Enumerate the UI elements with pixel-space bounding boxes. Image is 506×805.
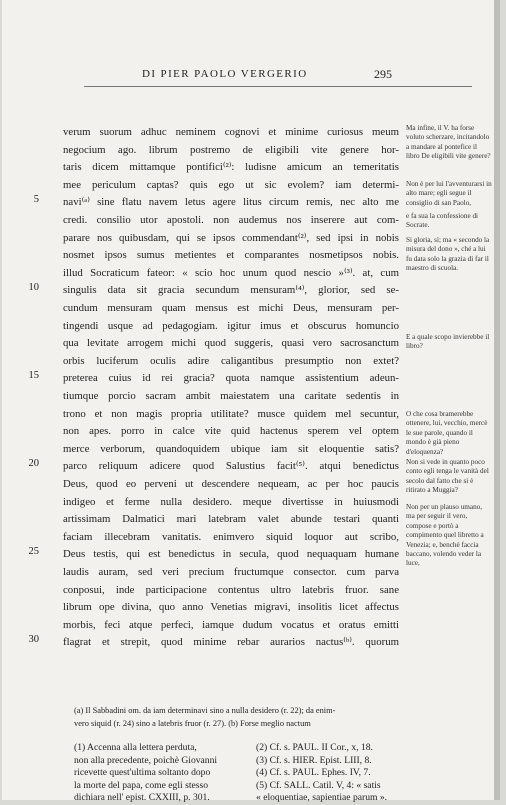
- running-title: DI PIER PAOLO VERGERIO: [142, 68, 308, 80]
- critical-apparatus: [74, 705, 414, 730]
- text-line: nosmet ipsos sumus metientes et comparantes nosmetipsos nobis.: [63, 249, 399, 262]
- line-number: 20: [28, 458, 39, 470]
- sidenote: e fa sua la confessione di Socrate.: [406, 212, 479, 230]
- footnotes-left: [74, 742, 217, 805]
- text-line: artissimam Dalmatici mari latebram valet abunde testari quanti: [63, 513, 399, 526]
- line-number: 10: [28, 282, 39, 294]
- text-line: mee periculum captas? quis ego ut sic evolem? iam determi-: [63, 178, 399, 191]
- footnote-line: dichiara nell' epist. CXXIII, p. 301.: [74, 792, 210, 804]
- text-line: Deus testis, qui est benedictus in secula, quod nequaquam humane: [63, 548, 399, 561]
- page-edge-shadow: [494, 0, 500, 800]
- apparatus-line: vero siquid (r. 24) sino a latebris fruor (r. 27). (b) Forse meglio nactum: [74, 718, 311, 728]
- line-number: 5: [33, 194, 39, 206]
- sidenote: Non si vede in quanto poco conto egli tenga le vanità del secolo dal fatto che si è ritirato a Muggia?: [406, 458, 489, 495]
- text-line: credi. consilio utor apostoli. non audemus nos inserere aut com-: [63, 214, 399, 226]
- text-line: navi⁽ᵃ⁾ sine flatu navem letus agere litus circum remis, nec alto me: [63, 196, 399, 209]
- sidenote: Non è per lui l'avventurarsi in alto mare; egli segue il consiglio di san Paolo,: [406, 180, 492, 207]
- footnote-line: (1) Accenna alla lettera perduta,: [74, 742, 197, 753]
- footnote-line: ricevette quest'ultima soltanto dopo: [74, 767, 211, 779]
- page-number: 295: [374, 67, 392, 81]
- text-line: faciam illecebram vanitatis. enimvero siquid loquor aut scribo,: [63, 530, 399, 543]
- sidenote: O che cosa bramerebbe ottenere, lui, vecchio, mercè le sue parole, quando il mondo è già pieno d'eloquenza?: [406, 410, 488, 456]
- text-line: flagrat et strepit, quod minime rebar aurarios nactus⁽ᵇ⁾. quorum: [63, 636, 399, 649]
- footnote-line: « eloquentiae, sapientiae parum ».: [256, 792, 388, 804]
- text-line: trono et non magis propria utilitate? musce quidem mel secuntur,: [63, 407, 399, 420]
- text-line: tiumque porcio sacram ambit maiestatem una caritate sedentis in: [63, 390, 399, 402]
- sidenote: E a quale scopo invierebbe il libro?: [406, 333, 490, 351]
- line-number: 30: [28, 634, 39, 646]
- text-line: verum suorum adhuc neminem cognovi et minime curiosus meum: [63, 126, 399, 138]
- sidenote: Si gloria, sì; ma « secondo la misura del dono », ché a lui fu data solo la grazia di far il maestro di scuola.: [406, 236, 490, 273]
- text-line: parare nos quibusdam, qui se ipsos commendant⁽²⁾, sed ipsi in nobis: [63, 231, 399, 244]
- text-line: qua levitate arrogem michi quod suggeris, quasi vero sacrosanctum: [63, 337, 399, 350]
- text-line: singulis data sit gracia secundum mensuram⁽⁴⁾, glorior, sed se-: [63, 284, 399, 297]
- book-page: [2, 0, 500, 804]
- footnote-line: (5) Cf. SALL. Catil. V, 4: « satis: [256, 779, 381, 791]
- text-line: conposui, inde participacione contentus ultro latebris fruor. sane: [63, 583, 399, 596]
- text-line: laudis auram, sed veri precium fructumque consector. cum parva: [63, 566, 399, 578]
- footnotes-right: [256, 742, 387, 805]
- line-number: 15: [28, 370, 39, 382]
- text-line: illud Socraticum fateor: « scio hoc unum quod nescio »⁽³⁾. at, cum: [63, 266, 399, 279]
- footnote-line: (2) Cf. s. PAUL. II Cor., x, 18.: [256, 742, 373, 753]
- text-line: merce verborum, quandoquidem ubique iam sit eloquentie satis?: [63, 442, 399, 455]
- sidenote: Non per un plauso umano, ma per seguir il vero, compose e portò a compimento quel libretto a Venezia; e, benchè faccia baccano, volendo veder la luce,: [406, 503, 484, 568]
- footnote-line: (3) Cf. s. HIER. Epist. LIII, 8.: [256, 754, 372, 766]
- text-line: morbis, feci atque perfeci, iamque dudum vocatus et oratus emitti: [63, 618, 399, 631]
- text-line: Deus, quod eo perveni ut descendere nequeam, ac per hoc paucis: [63, 478, 399, 490]
- text-line: orbis luciferum oculis adire caligantibus presumptio non extet?: [63, 354, 399, 367]
- text-line: taris dicem mittamque pontifici⁽²⁾: ludisne amicum an temeritatis: [63, 161, 399, 174]
- text-line: librum ope divina, quo anno Venetias migravi, insolitis licet affectus: [63, 601, 399, 614]
- footnote-line: (4) Cf. s. PAUL. Ephes. IV, 7.: [256, 767, 371, 779]
- text-line: negocium ago. librum postremo de eligibili vite genere hor-: [63, 143, 399, 156]
- footnote-line: non alla precedente, poichè Giovanni: [74, 754, 218, 766]
- text-line: cundum mensuram quam mensus est michi Deus, mensuram per-: [63, 302, 399, 314]
- text-line: parco reliquum adicere quod Salustius facit⁽⁵⁾. atqui benedictus: [63, 460, 399, 473]
- apparatus-line: (a) Il Sabbadini om. da iam determinavi sino a nulla desidero (r. 22); da enim-: [74, 706, 336, 715]
- line-number: 25: [28, 546, 39, 558]
- text-line: non apes. porro in calce vite quid hactenus sperem vel optem: [63, 425, 399, 438]
- sidenote: Ma infine, il V. ha forse voluto scherzare, incitandolo a mandare al pontefice il libro De eligibili vite genere?: [406, 124, 491, 161]
- text-line: preterea cuius id rei gracia? quota namque assistentium adeun-: [63, 372, 399, 385]
- text-line: tingendi usque ad pedagogiam. igitur imus et obscurus homuncio: [63, 319, 399, 332]
- text-line: indigeo et ferme nulla desidero. meque divertisse in huiusmodi: [63, 495, 399, 508]
- footnote-line: la morte del papa, come egli stesso: [74, 779, 209, 791]
- header-rule: [84, 86, 472, 87]
